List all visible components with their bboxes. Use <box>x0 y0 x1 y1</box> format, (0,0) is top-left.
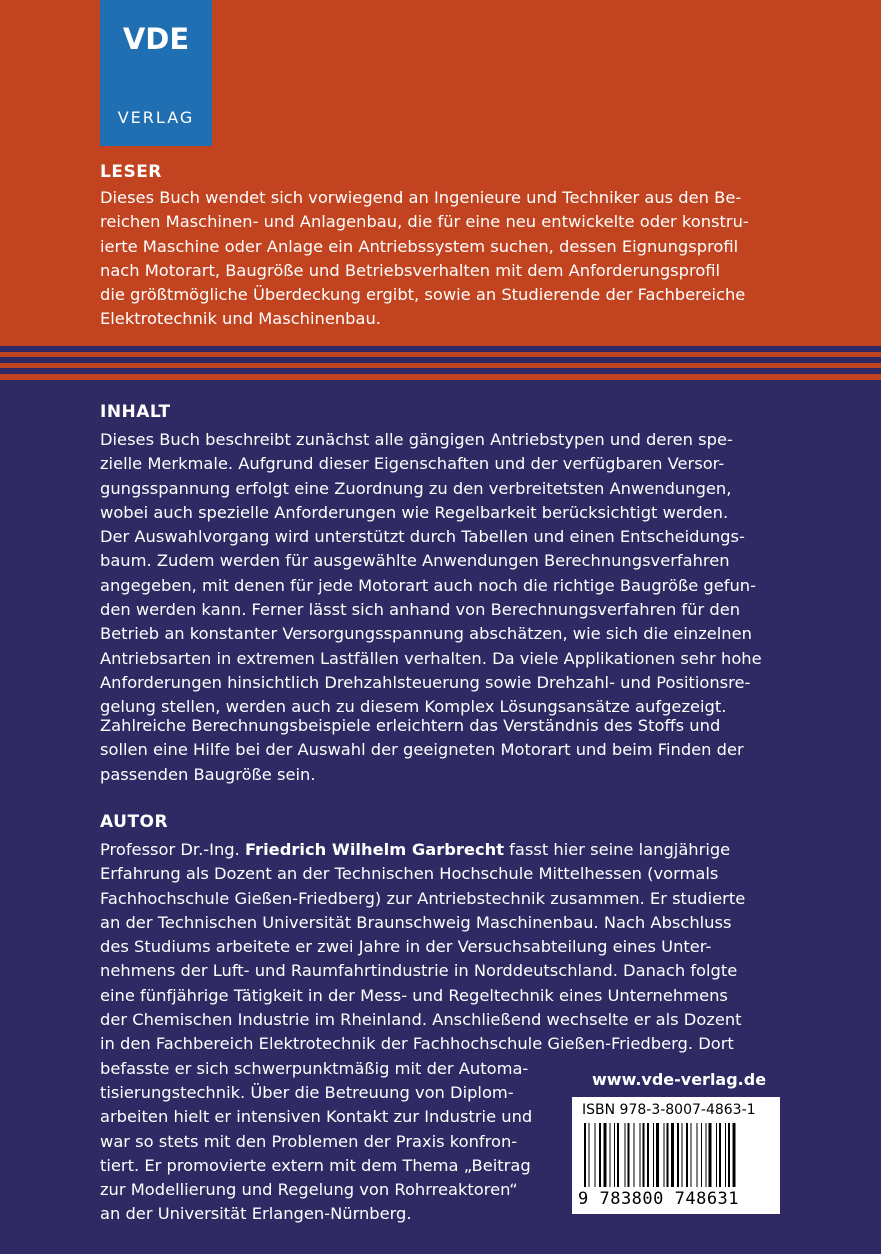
barcode-bars-icon <box>582 1123 770 1187</box>
inhalt-line: Antriebsarten in extremen Lastfällen verhalten. Da viele Applikationen sehr hohe <box>100 648 762 668</box>
inhalt-line: gelung stellen, werden auch zu diesem Komplex Lösungsansätze aufgezeigt. <box>100 697 727 717</box>
autor-line <box>100 838 790 862</box>
vde-verlag-logo <box>100 0 212 146</box>
inhalt-line: gungsspannung erfolgt eine Zuordnung zu den verbreitetsten Anwendungen, <box>100 478 732 498</box>
autor-line: tiert. Er promovierte extern mit dem Thema „Beitrag <box>100 1155 531 1175</box>
autor-heading: AUTOR <box>100 812 169 832</box>
inhalt-line: zielle Merkmale. Aufgrund dieser Eigenschaften und der verfügbaren Versor- <box>100 454 725 474</box>
inhalt-line: Dieses Buch beschreibt zunächst alle gängigen Antriebstypen und deren spe- <box>100 430 733 449</box>
inhalt-text-2 <box>100 714 790 787</box>
inhalt-line: passenden Baugröße sein. <box>100 764 316 784</box>
isbn-text: ISBN 978-3-8007-4863-1 <box>582 1102 756 1118</box>
autor-line: tisierungstechnik. Über die Betreuung von Diplom- <box>100 1082 514 1102</box>
inhalt-line: sollen eine Hilfe bei der Auswahl der geeigneten Motorart und beim Finden der <box>100 740 744 760</box>
autor-line: in den Fachbereich Elektrotechnik der Fachhochschule Gießen-Friedberg. Dort <box>100 1034 734 1054</box>
autor-line: Erfahrung als Dozent an der Technischen Hochschule Mittelhessen (vormals <box>100 864 719 884</box>
leser-line: Elektrotechnik und Maschinenbau. <box>100 309 381 329</box>
autor-prefix: Professor Dr.-Ing. <box>100 840 245 859</box>
logo-sub: VERLAG <box>117 108 195 127</box>
autor-line: war so stets mit den Problemen der Praxis konfron- <box>100 1131 518 1151</box>
author-name: Friedrich Wilhelm Garbrecht <box>244 840 504 859</box>
autor-line: arbeiten hielt er intensiven Kontakt zur Industrie und <box>100 1107 533 1127</box>
inhalt-line: Der Auswahlvorgang wird unterstützt durch Tabellen und einen Entscheidungs- <box>100 527 745 547</box>
autor-line: zur Modellierung und Regelung von Rohrreaktoren“ <box>100 1180 518 1200</box>
inhalt-line: angegeben, mit denen für jede Motorart auch noch die richtige Baugröße gefun- <box>100 575 756 595</box>
leser-line: reichen Maschinen- und Anlagenbau, die für eine neu entwickelte oder konstru- <box>100 212 749 232</box>
inhalt-line: Zahlreiche Berechnungsbeispiele erleichtern das Verständnis des Stoffs und <box>100 716 721 735</box>
barcode-digits: 9 783800 748631 <box>578 1189 740 1209</box>
stripe-band <box>0 342 881 382</box>
leser-line: ierte Maschine oder Anlage ein Antriebssystem suchen, dessen Eignungsprofil <box>100 236 739 256</box>
autor-line: an der Universität Erlangen-Nürnberg. <box>100 1204 412 1224</box>
autor-line: nehmens der Luft- und Raumfahrtindustrie in Norddeutschland. Danach folgte <box>100 961 738 981</box>
website-link[interactable]: www.vde-verlag.de <box>592 1070 767 1089</box>
leser-line: nach Motorart, Baugröße und Betriebsverhalten mit dem Anforderungsprofil <box>100 260 721 280</box>
inhalt-text <box>100 428 790 720</box>
inhalt-line: wobei auch spezielle Anforderungen wie Regelbarkeit berücksichtigt werden. <box>100 502 729 522</box>
autor-line: befasste er sich schwerpunktmäßig mit der Automa- <box>100 1058 529 1078</box>
leser-line: die größtmögliche Überdeckung ergibt, sowie an Studierende der Fachbereiche <box>100 285 746 305</box>
inhalt-heading: INHALT <box>100 402 171 422</box>
inhalt-line: den werden kann. Ferner lässt sich anhand von Berechnungsverfahren für den <box>100 600 741 620</box>
autor-line: der Chemischen Industrie im Rheinland. Anschließend wechselte er als Dozent <box>100 1010 742 1030</box>
leser-text <box>100 186 790 332</box>
autor-line: Fachhochschule Gießen-Friedberg) zur Antriebstechnik zusammen. Er studierte <box>100 888 746 908</box>
autor-suffix: fasst hier seine langjährige <box>503 840 731 859</box>
autor-line: an der Technischen Universität Braunschweig Maschinenbau. Nach Abschluss <box>100 912 732 932</box>
isbn-barcode <box>572 1097 780 1214</box>
autor-line: eine fünfjährige Tätigkeit in der Mess- und Regeltechnik eines Unternehmens <box>100 985 728 1005</box>
inhalt-line: baum. Zudem werden für ausgewählte Anwendungen Berechnungsverfahren <box>100 551 730 571</box>
leser-line: Dieses Buch wendet sich vorwiegend an Ingenieure und Techniker aus den Be- <box>100 188 742 207</box>
autor-line: des Studiums arbeitete er zwei Jahre in der Versuchsabteilung eines Unter- <box>100 937 712 957</box>
inhalt-line: Anforderungen hinsichtlich Drehzahlsteuerung sowie Drehzahl- und Positionsre- <box>100 672 751 692</box>
logo-brand: VDE <box>122 22 190 56</box>
leser-heading: LESER <box>100 162 162 182</box>
inhalt-line: Betrieb an konstanter Versorgungsspannung abschätzen, wie sich die einzelnen <box>100 624 752 644</box>
